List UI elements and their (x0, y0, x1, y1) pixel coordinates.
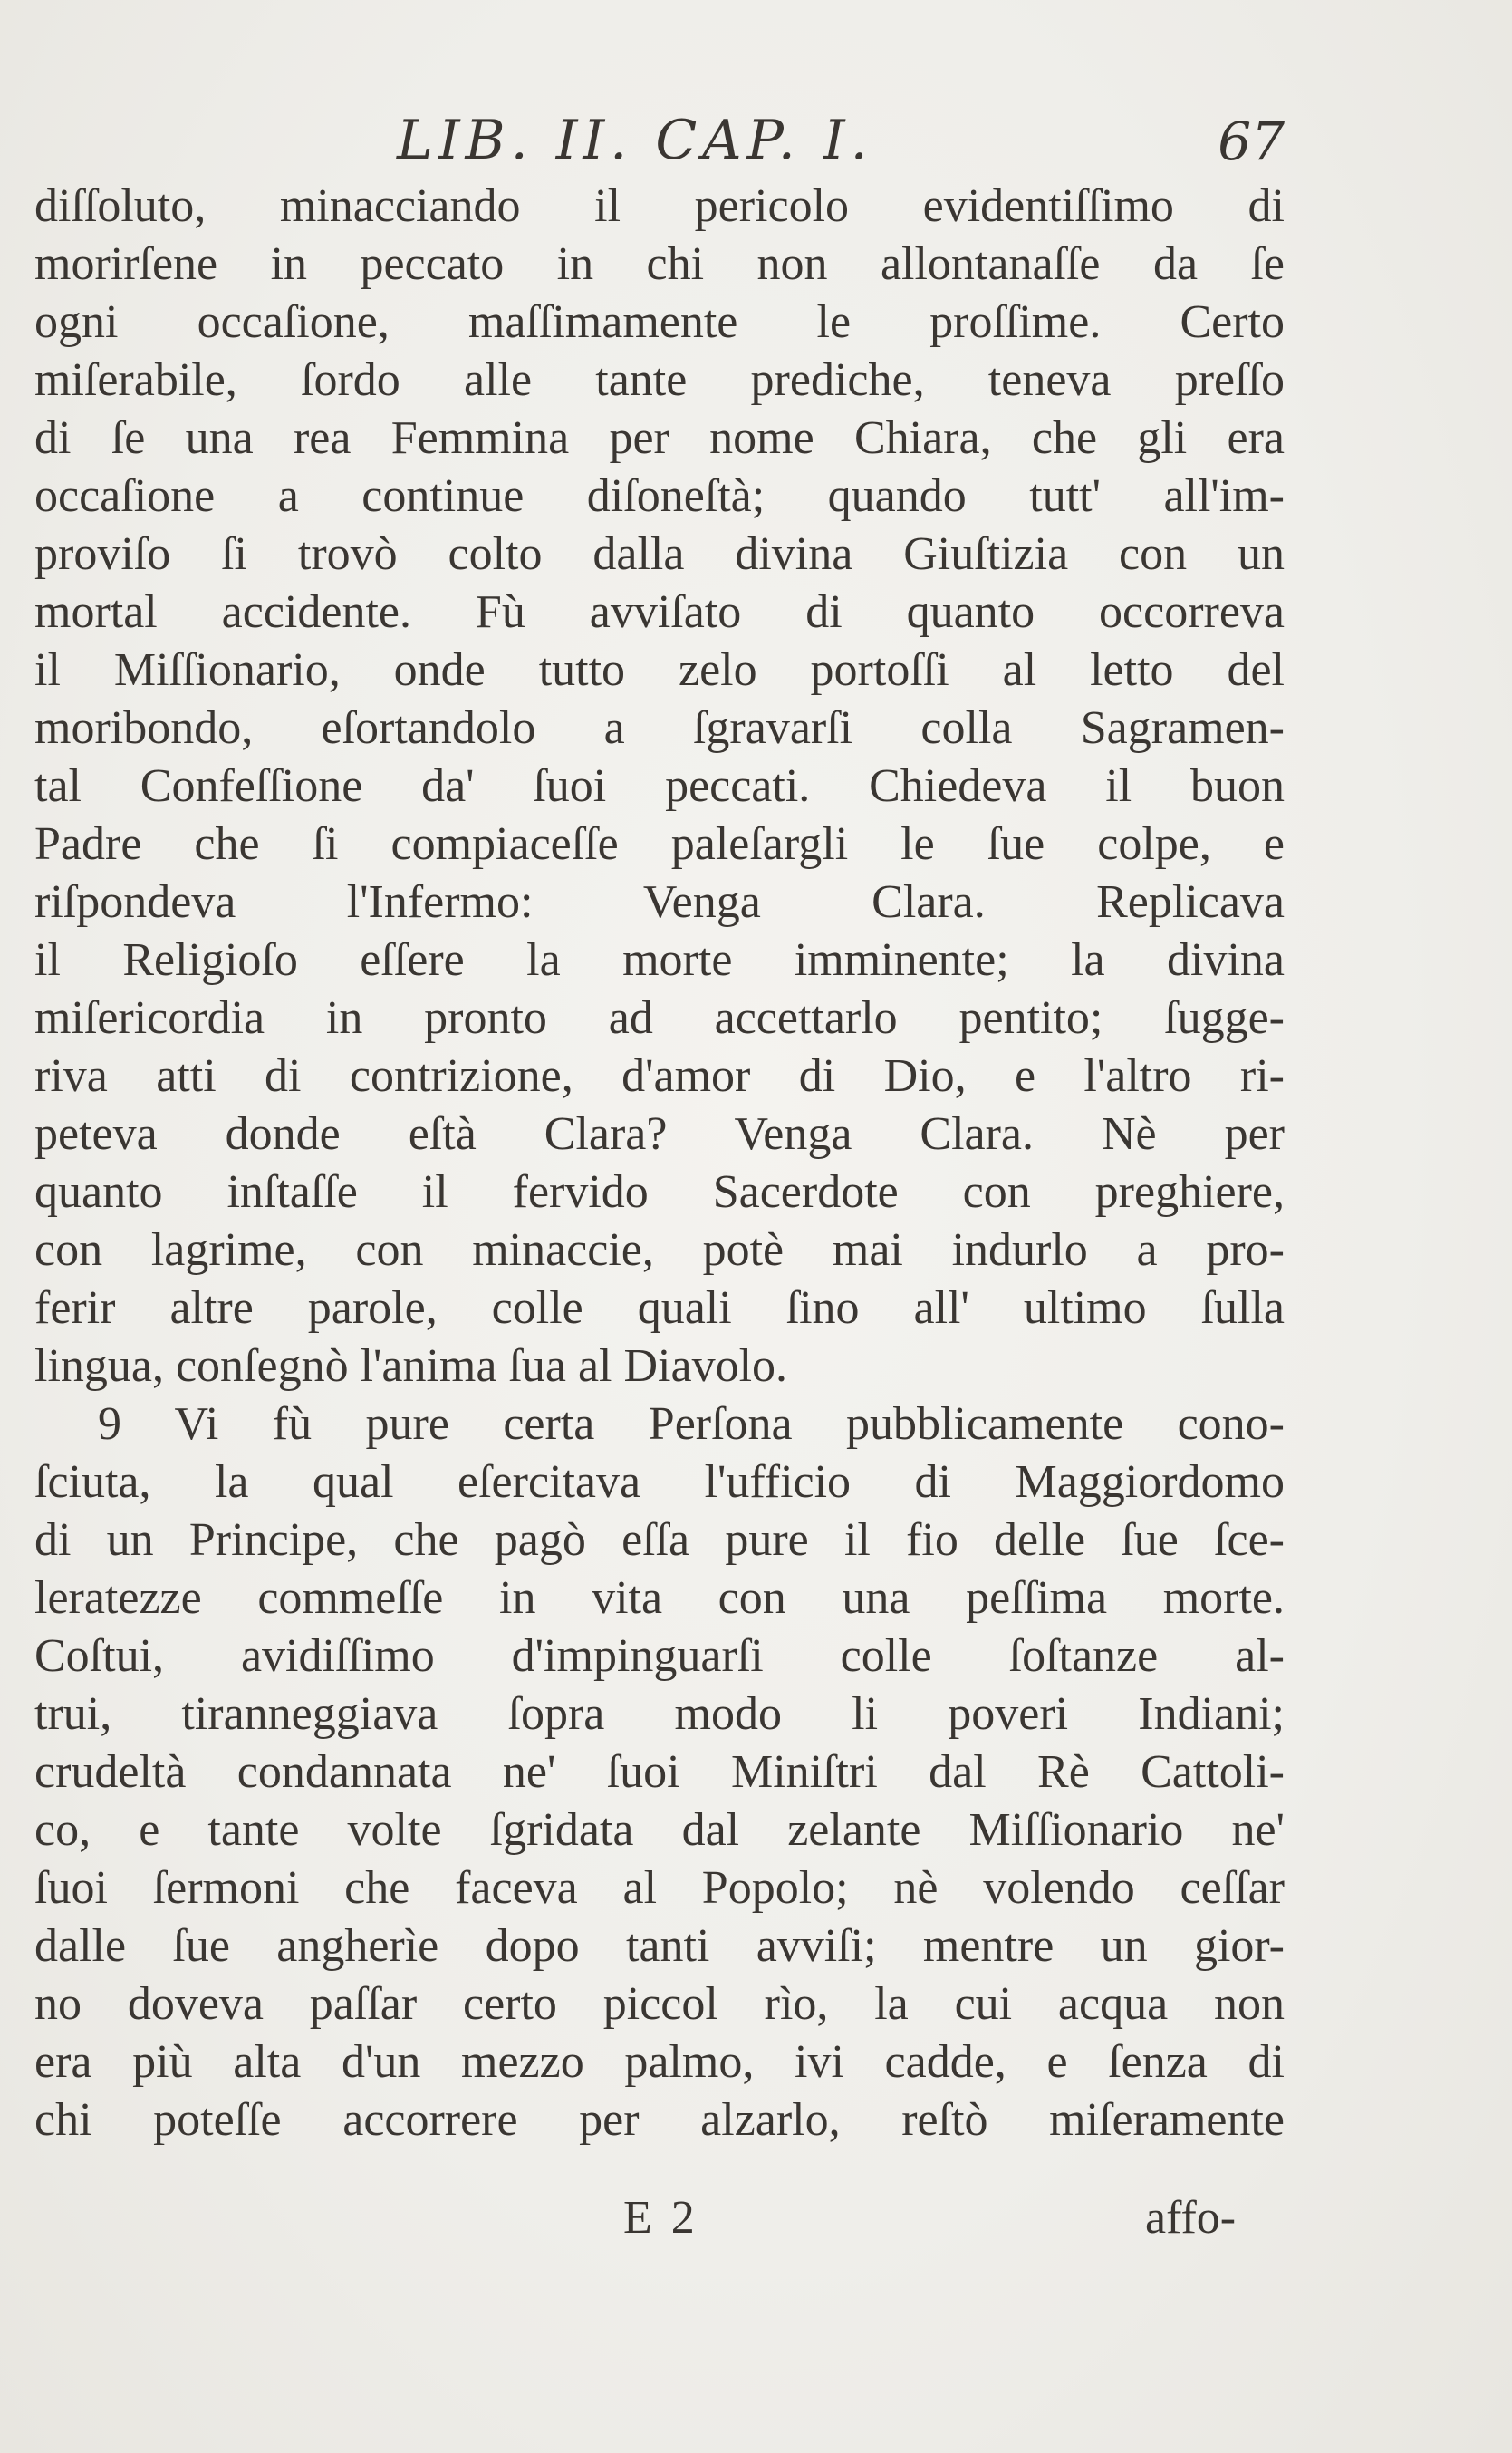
text-line: diſſoluto, minacciando il pericolo evidentiſſimo di (34, 180, 1285, 232)
text-line: Padre che ſi compiaceſſe paleſargli le ſue colpe, e (34, 818, 1285, 870)
signature-mark: E 2 (623, 2192, 698, 2244)
text-line: ogni occaſione, maſſimamente le proſſime. Certo (34, 296, 1285, 348)
running-head: LIB. II. CAP. I. (397, 109, 873, 172)
text-line: leratezze commeſſe in vita con una peſſima morte. (34, 1572, 1285, 1624)
text-line: proviſo ſi trovò colto dalla divina Giuſtizia con un (34, 528, 1285, 580)
catchword: affo- (1145, 2192, 1237, 2244)
text-line: ſuoi ſermoni che faceva al Popolo; nè volendo ceſſar (34, 1862, 1285, 1914)
text-line: moribondo, eſortandolo a ſgravarſi colla Sagramen- (34, 702, 1285, 754)
text-line: no doveva paſſar certo piccol rìo, la cui acqua non (34, 1978, 1285, 2030)
page-number: 67 (1218, 111, 1285, 172)
text-line: co, e tante volte ſgridata dal zelante Miſſionario ne' (34, 1804, 1285, 1856)
text-line: morirſene in peccato in chi non allontanaſſe da ſe (34, 238, 1285, 290)
text-line: miſerabile, ſordo alle tante prediche, teneva preſſo (34, 354, 1285, 406)
text-line: di un Principe, che pagò eſſa pure il fio delle ſue ſce- (34, 1514, 1285, 1566)
text-line: riſpondeva l'Infermo: Venga Clara. Replicava (34, 876, 1285, 928)
text-line: con lagrime, con minaccie, potè mai indurlo a pro- (34, 1224, 1285, 1276)
text-line: era più alta d'un mezzo palmo, ivi cadde, e ſenza di (34, 2036, 1285, 2088)
text-line: chi poteſſe accorrere per alzarlo, reſtò miſeramente (34, 2094, 1285, 2146)
text-line: di ſe una rea Femmina per nome Chiara, che gli era (34, 412, 1285, 464)
text-line: il Miſſionario, onde tutto zelo portoſſi al letto del (34, 644, 1285, 696)
paragraph-start-line: 9 Vi fù pure certa Perſona pubblicamente cono- (98, 1398, 1285, 1450)
text-line: tal Confeſſione da' ſuoi peccati. Chiedeva il buon (34, 760, 1285, 812)
paragraph-end-line: lingua, conſegnò l'anima ſua al Diavolo. (34, 1340, 788, 1392)
text-line: peteva donde eſtà Clara? Venga Clara. Nè per (34, 1108, 1285, 1160)
text-line: riva atti di contrizione, d'amor di Dio, e l'altro ri- (34, 1050, 1285, 1102)
text-line: il Religioſo eſſere la morte imminente; la divina (34, 934, 1285, 986)
text-line: crudeltà condannata ne' ſuoi Miniſtri dal Rè Cattoli- (34, 1746, 1285, 1798)
text-line: quanto inſtaſſe il fervido Sacerdote con preghiere, (34, 1166, 1285, 1218)
text-line: trui, tiranneggiava ſopra modo li poveri Indiani; (34, 1688, 1285, 1740)
text-line: ſciuta, la qual eſercitava l'ufficio di Maggiordomo (34, 1456, 1285, 1508)
text-line: mortal accidente. Fù avviſato di quanto occorreva (34, 586, 1285, 638)
text-line: ferir altre parole, colle quali ſino all' ultimo ſulla (34, 1282, 1285, 1334)
text-line: miſericordia in pronto ad accettarlo pentito; ſugge- (34, 992, 1285, 1044)
text-line: dalle ſue angherìe dopo tanti avviſi; mentre un gior- (34, 1920, 1285, 1972)
text-line: occaſione a continue diſoneſtà; quando tutt' all'im- (34, 470, 1285, 522)
text-line: Coſtui, avidiſſimo d'impinguarſi colle ſoſtanze al- (34, 1630, 1285, 1682)
body-text (34, 178, 1285, 2149)
page-footer (34, 2191, 1285, 2255)
